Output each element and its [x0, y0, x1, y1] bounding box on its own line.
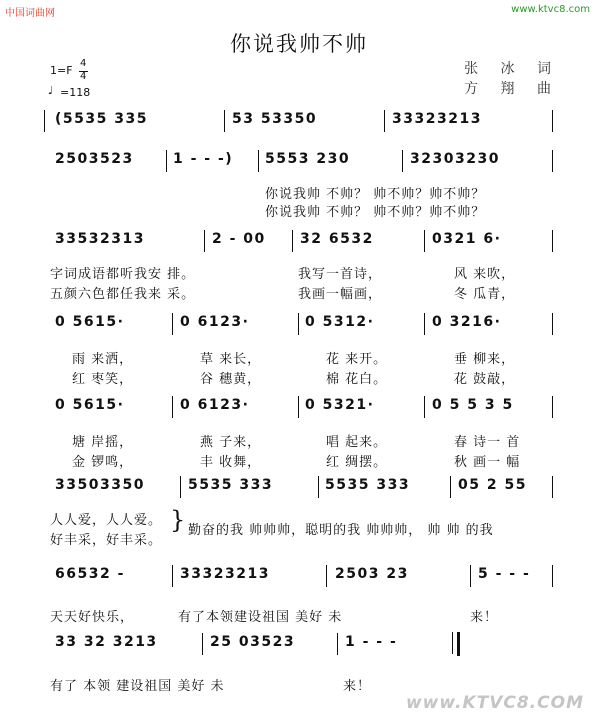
row2-measure-notes: 32303230 — [410, 151, 500, 167]
row3-measure-notes: 32 6532 — [300, 231, 374, 247]
row3-lyric-line: 我画一幅画， — [298, 287, 383, 302]
row3-bar-line — [292, 230, 293, 252]
row4-lyric-line: 雨 来洒， — [72, 352, 134, 367]
row8-final-bar-line — [457, 632, 460, 656]
row4-bar-line — [172, 313, 173, 335]
row2-bar-line — [552, 150, 553, 172]
row7-bar-line — [326, 565, 327, 587]
row8-measure-notes: 1 - - - — [345, 634, 398, 650]
row4-lyric-line: 红 枣笑， — [72, 372, 134, 387]
row4-lyric-line: 谷 穗黄， — [200, 372, 262, 387]
row4-lyric-line: 花 来开。 — [326, 352, 388, 367]
row4-lyric-line: 垂 柳来， — [454, 352, 516, 367]
row2-measure-notes: 2503523 — [55, 151, 134, 167]
row7-bar-line — [552, 565, 553, 587]
row2-measure-notes: 1 - - -) — [173, 151, 234, 167]
row4-measure-notes: 0 6123· — [180, 314, 250, 330]
row1-bar-line — [224, 110, 225, 132]
row5-lyric-line: 唱 起来。 — [326, 435, 388, 450]
row6-measure-notes: 05 2 55 — [458, 477, 527, 493]
row5-measure-notes: 0 6123· — [180, 397, 250, 413]
row7-bar-line — [172, 565, 173, 587]
row3-measure-notes: 2 - 00 — [212, 231, 266, 247]
row4-lyric-line: 花 鼓敲， — [454, 372, 516, 387]
row8-lyric-line: 来！ — [343, 679, 372, 694]
row5-measure-notes: 0 5 5 3 5 — [432, 397, 514, 413]
row4-measure-notes: 0 3216· — [432, 314, 502, 330]
row4-lyric-line: 草 来长， — [200, 352, 262, 367]
row5-measure-notes: 0 5615· — [55, 397, 125, 413]
row4-lyric-line: 棉 花白。 — [326, 372, 388, 387]
row1-bar-line — [44, 110, 45, 132]
row3-lyric-line: 字词成语都听我安 排。 — [50, 267, 196, 282]
row7-measure-notes: 66532 - — [55, 566, 125, 582]
row2-bar-line — [166, 150, 167, 172]
composer-credit: 方 翔 曲 — [464, 81, 560, 97]
song-title: 你说我帅不帅 — [230, 32, 368, 56]
time-signature-top: 4 — [80, 58, 87, 69]
row2-measure-notes: 5553 230 — [265, 151, 351, 167]
row7-measure-notes: 5 - - - — [478, 566, 531, 582]
row4-bar-line — [552, 313, 553, 335]
lyricist-credit: 张 冰 词 — [464, 61, 560, 77]
row3-lyric-line: 风 来吹， — [454, 267, 516, 282]
row5-measure-notes: 0 5321· — [305, 397, 375, 413]
row5-lyric-line: 塘 岸摇， — [72, 435, 134, 450]
row5-bar-line — [552, 396, 553, 418]
row1-bar-line — [384, 110, 385, 132]
row1-bar-line — [552, 110, 553, 132]
row1-measure-notes: 53 53350 — [232, 111, 318, 127]
row7-lyric-line: 来！ — [470, 610, 499, 625]
row6-bar-line — [552, 476, 553, 498]
row4-measure-notes: 0 5312· — [305, 314, 375, 330]
row5-bar-line — [424, 396, 425, 418]
row5-bar-line — [298, 396, 299, 418]
site-watermark-url: www.ktvc8.com — [511, 4, 590, 15]
row5-lyric-line: 红 绸摆。 — [326, 455, 388, 470]
row8-lyric-line: 有了 本领 建设祖国 美好 未 — [50, 679, 225, 694]
row7-measure-notes: 2503 23 — [335, 566, 409, 582]
time-signature-bottom: 4 — [80, 71, 87, 82]
row8-bar-line — [202, 633, 203, 655]
row5-lyric-line: 燕 子来， — [200, 435, 262, 450]
row6-lyric-line: 好丰采，好丰采。 — [50, 533, 163, 548]
row6-lyric-line: 人人爱，人人爱。 — [50, 513, 163, 528]
bottom-watermark: www.KTVC8.COM — [405, 693, 584, 713]
row2-bar-line — [258, 150, 259, 172]
row7-lyric-line: 有了本领建设祖国 美好 未 — [178, 610, 343, 625]
row3-bar-line — [552, 230, 553, 252]
row6-bar-line — [450, 476, 451, 498]
row6-bar-line — [180, 476, 181, 498]
row6-measure-notes: 33503350 — [55, 477, 145, 493]
row3-bar-line — [204, 230, 205, 252]
row5-bar-line — [172, 396, 173, 418]
row1-measure-notes: 33323213 — [392, 111, 482, 127]
row6-bar-line — [318, 476, 319, 498]
row6-measure-notes: 5535 333 — [325, 477, 411, 493]
row4-bar-line — [424, 313, 425, 335]
row7-lyric-line: 天天好快乐， — [50, 610, 135, 625]
row3-lyric-line: 冬 瓜青， — [454, 287, 516, 302]
row2-lyric-line: 你说我帅 不帅？ 帅不帅？帅不帅？ — [265, 187, 486, 202]
key-signature: 1=F — [50, 64, 73, 77]
row5-lyric-line: 金 锣鸣， — [72, 455, 134, 470]
row1-measure-notes: (5535 335 — [55, 111, 148, 127]
row2-lyric-line: 你说我帅 不帅？ 帅不帅？帅不帅？ — [265, 205, 486, 220]
row8-bar-line — [337, 633, 338, 655]
quarter-note-icon: ♩ — [48, 84, 54, 97]
row7-measure-notes: 33323213 — [180, 566, 270, 582]
row7-bar-line — [470, 565, 471, 587]
row3-measure-notes: 0321 6· — [432, 231, 502, 247]
row8-measure-notes: 33 32 3213 — [55, 634, 158, 650]
row5-lyric-line: 春 诗一 首 — [454, 435, 521, 450]
tempo-marking: =118 — [60, 86, 91, 99]
row2-bar-line — [402, 150, 403, 172]
row6-measure-notes: 5535 333 — [188, 477, 274, 493]
row5-lyric-line: 秋 画一 幅 — [454, 455, 521, 470]
row3-bar-line — [424, 230, 425, 252]
row6-lyric-line: 勤奋的我 帅帅帅，聪明的我 帅帅帅， 帅 帅 的我 — [188, 523, 494, 538]
row4-measure-notes: 0 5615· — [55, 314, 125, 330]
lyric-brace: } — [170, 506, 186, 534]
row4-bar-line — [298, 313, 299, 335]
row3-lyric-line: 五颜六色都任我来 采。 — [50, 287, 196, 302]
row5-lyric-line: 丰 收舞， — [200, 455, 262, 470]
site-watermark-name: 中国词曲网 — [5, 8, 55, 19]
row3-measure-notes: 33532313 — [55, 231, 145, 247]
row8-measure-notes: 25 03523 — [210, 634, 296, 650]
row8-final-bar-line — [452, 632, 453, 654]
row3-lyric-line: 我写一首诗， — [298, 267, 383, 282]
